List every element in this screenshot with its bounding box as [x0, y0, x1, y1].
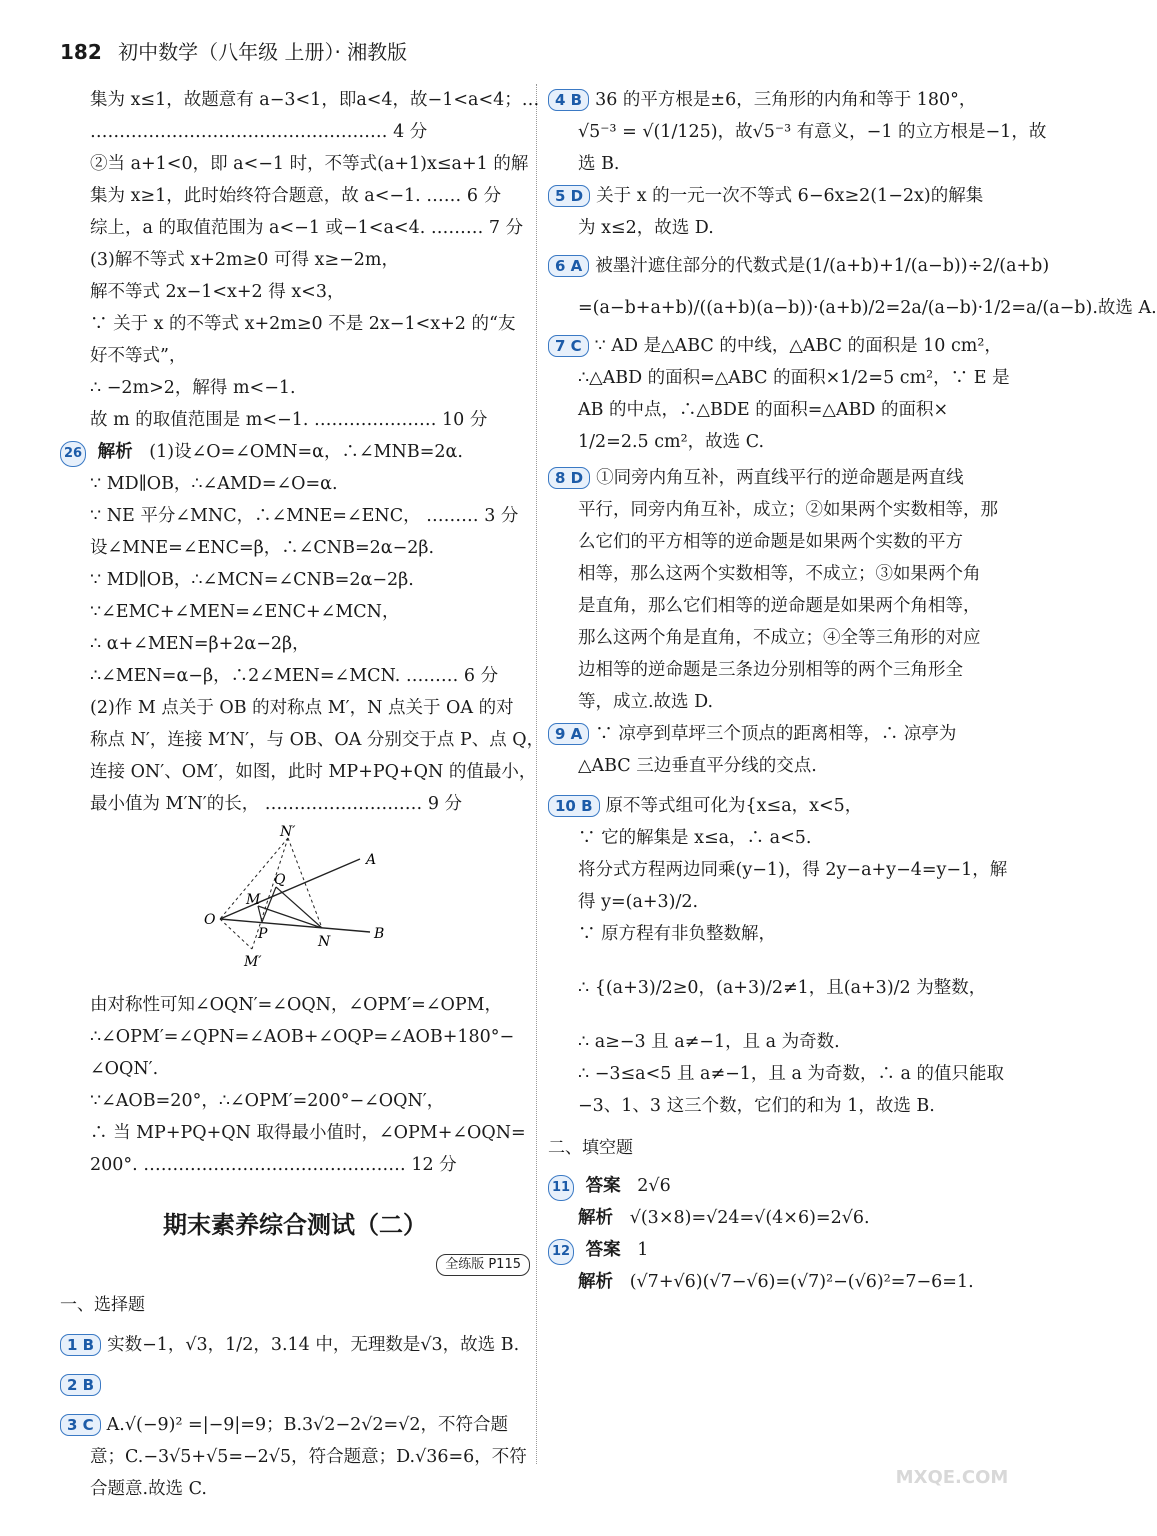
- q11-analysis-row: [548, 1202, 1018, 1234]
- section-heading: 一、选择题: [60, 1295, 145, 1315]
- text-line: ∠OQN′.: [90, 1059, 159, 1079]
- q1-row: [60, 1329, 530, 1361]
- question-number-badge: 8 D: [548, 467, 590, 489]
- question-number-badge: 4 B: [548, 89, 589, 111]
- text-line: ∴ 当 MP+PQ+QN 取得最小值时，∠OPM+∠OQN=: [90, 1123, 526, 1143]
- segment-mp: [258, 906, 262, 922]
- text-line: 为 x≤2，故选 D.: [578, 218, 714, 238]
- q12-analysis-row: [548, 1266, 1018, 1298]
- text-line: 最小值为 M′N′的长， ……………………… 9 分: [90, 794, 463, 814]
- label-o: O: [204, 912, 216, 928]
- q7-row: [548, 330, 1018, 362]
- section-heading: 二、填空题: [548, 1138, 633, 1158]
- question-number-badge: 9 A: [548, 723, 589, 745]
- segment-pq: [262, 887, 276, 922]
- text-line: 选 B.: [578, 154, 620, 174]
- question-number-badge: 6 A: [548, 255, 589, 277]
- text-line: 合题意.故选 C.: [90, 1479, 207, 1499]
- label-p: P: [258, 926, 268, 942]
- text-line: …………………………………………… 4 分: [90, 122, 428, 142]
- text-line: ∵ AD 是△ABC 的中线，△ABC 的面积是 10 cm²，: [594, 336, 1002, 356]
- text-line: =(a−b+a+b)/((a+b)(a−b))·(a+b)/2=2a/(a−b)·1/2=a/(a−b).故选 A.: [578, 298, 1157, 318]
- text-line: ∴ α+∠MEN=β+2α−2β，: [90, 634, 310, 654]
- answer-label: 答案: [585, 1176, 621, 1196]
- q9-row: [548, 718, 1018, 750]
- text-line: 平行，同旁内角互补，成立；②如果两个实数相等，那: [578, 500, 998, 520]
- text-line: 将分式方程两边同乘(y−1)，得 2y−a+y−4=y−1，解: [578, 860, 1008, 880]
- question-number-badge: 7 C: [548, 335, 589, 357]
- label-a: A: [366, 852, 377, 868]
- text-line: 意；C.−3√5+√5=−2√5，符合题意；D.√36=6，不符: [90, 1447, 527, 1467]
- watermark-logo: [877, 1466, 1027, 1526]
- q6-row: [548, 250, 1050, 282]
- label-m-prime: M′: [244, 954, 262, 970]
- label-n-prime: N′: [280, 824, 296, 840]
- right-column: [548, 84, 1157, 1298]
- watermark-text: MXQE.COM: [895, 1467, 1009, 1488]
- text-line: ∴ a≥−3 且 a≠−1，且 a 为奇数.: [578, 1032, 840, 1052]
- text-line: 等，成立.故选 D.: [578, 692, 714, 712]
- text-line: (1)设∠O=∠OMN=α，∴∠MNB=2α.: [149, 442, 463, 462]
- text-line: 设∠MNE=∠ENC=β，∴∠CNB=2α−2β.: [90, 538, 435, 558]
- text-line: ∴∠OPM′=∠QPN=∠AOB+∠OQP=∠AOB+180°−: [90, 1027, 515, 1047]
- segment-n1n: [288, 838, 322, 928]
- question-number-badge: 11: [548, 1175, 574, 1201]
- text-line: 36 的平方根是±6，三角形的内角和等于 180°，: [595, 90, 977, 110]
- text-line: 由对称性可知∠OQN′=∠OQN，∠OPM′=∠OPM，: [90, 995, 503, 1015]
- question-number-badge: 26: [60, 441, 86, 467]
- text-line: 200°. ……………………………………… 12 分: [90, 1155, 457, 1175]
- answer-value: 1: [637, 1240, 649, 1260]
- analysis-label: 解析: [578, 1208, 613, 1228]
- text-line: ∵ MD∥OB，∴∠MCN=∠CNB=2α−2β.: [90, 570, 414, 590]
- text-line: 解不等式 2x−1<x+2 得 x<3，: [90, 282, 345, 302]
- text-line: 相等，那么这两个实数相等，不成立；③如果两个角: [578, 564, 981, 584]
- text-line: ∴ −3≤a<5 且 a≠−1，且 a 为奇数，∴ a 的值只能取: [578, 1064, 1005, 1084]
- text-line: ∵ 凉亭到草坪三个顶点的距离相等，∴ 凉亭为: [595, 724, 957, 744]
- q8-row: [548, 462, 1018, 494]
- text-line: 综上，a 的取值范围为 a<−1 或−1<a<4. ……… 7 分: [90, 218, 524, 238]
- geometry-figure: [200, 824, 410, 974]
- label-q: Q: [274, 872, 286, 888]
- text-line: ∵ MD∥OB，∴∠AMD=∠O=α.: [90, 474, 338, 494]
- text-line: ∵ NE 平分∠MNC，∴∠MNE=∠ENC， ……… 3 分: [90, 506, 519, 526]
- text-line: 连接 ON′、OM′，如图，此时 MP+PQ+QN 的值最小，: [90, 762, 537, 782]
- text-line: (3)解不等式 x+2m≥0 可得 x≥−2m，: [90, 250, 399, 270]
- question-number-badge: 5 D: [548, 185, 590, 207]
- q26-heading: [60, 436, 530, 468]
- q11-answer-row: [548, 1170, 1018, 1202]
- text-line: 关于 x 的一元一次不等式 6−6x≥2(1−2x)的解集: [596, 186, 984, 206]
- analysis-label: 解析: [578, 1272, 613, 1292]
- text-line: ∵∠EMC+∠MEN=∠ENC+∠MCN，: [90, 602, 400, 622]
- question-number-badge: 1 B: [60, 1334, 101, 1356]
- page-number: 182: [60, 40, 102, 64]
- text-line: 称点 N′，连接 M′N′，与 OB、OA 分别交于点 P、点 Q，: [90, 730, 545, 750]
- label-m: M: [246, 892, 261, 908]
- text-line: 那么这两个角是直角，不成立；④全等三角形的对应: [578, 628, 981, 648]
- text-line: ∴∠MEN=α−β，∴2∠MEN=∠MCN. ……… 6 分: [90, 666, 499, 686]
- text-line: 集为 x≤1，故题意有 a−3<1，即a<4，故−1<a<4；…: [90, 90, 540, 110]
- text-line: ∵ 关于 x 的不等式 x+2m≥0 不是 2x−1<x+2 的“友: [90, 314, 516, 334]
- text-line: 么它们的平方相等的逆命题是如果两个实数的平方: [578, 532, 963, 552]
- segment-qn: [276, 887, 322, 928]
- text-line: ②当 a+1<0，即 a<−1 时，不等式(a+1)x≤a+1 的解: [90, 154, 529, 174]
- text-line: ①同旁内角互补，两直线平行的逆命题是两直线: [596, 468, 964, 488]
- text-line: 好不等式”，: [90, 346, 187, 366]
- question-number-badge: 10 B: [548, 795, 600, 817]
- q5-row: [548, 180, 1018, 212]
- text-line: ∴ −2m>2，解得 m<−1.: [90, 378, 296, 398]
- text-line: ∴ {(a+3)/2≥0，(a+3)/2≠1，且(a+3)/2 为整数，: [578, 978, 987, 998]
- text-line: 集为 x≥1，此时始终符合题意，故 a<−1. …… 6 分: [90, 186, 502, 206]
- text-line: √5⁻³ = √(1/125)，故√5⁻³ 有意义，−1 的立方根是−1，故: [578, 122, 1047, 142]
- text-line: 是直角，那么它们相等的逆命题是如果两个角相等，: [578, 596, 981, 616]
- question-number-badge: 3 C: [60, 1414, 101, 1436]
- text-line: 1/2=2.5 cm²，故选 C.: [578, 432, 765, 452]
- reference-tag-text: 全练版 P115: [436, 1254, 530, 1276]
- text-line: (2)作 M 点关于 OB 的对称点 M′，N 点关于 OA 的对: [90, 698, 514, 718]
- left-column: [60, 84, 545, 1505]
- label-b: B: [374, 926, 385, 942]
- book-title: 初中数学（八年级 上册）· 湘教版: [118, 40, 408, 64]
- text-line: 边相等的逆命题是三条边分别相等的两个三角形全: [578, 660, 963, 680]
- page-header: [60, 36, 407, 65]
- text-line: −3、1、3 这三个数，它们的和为 1，故选 B.: [578, 1096, 935, 1116]
- reference-tag: [60, 1247, 530, 1279]
- answer-label: 答案: [585, 1240, 621, 1260]
- ray-ob: [220, 919, 370, 932]
- text-line: ∵∠AOB=20°，∴∠OPM′=200°−∠OQN′，: [90, 1091, 445, 1111]
- analysis-label: 解析: [97, 442, 133, 462]
- section-title: 期末素养综合测试（二）: [163, 1211, 427, 1239]
- text-line: ∴△ABD 的面积=△ABC 的面积×1/2=5 cm²，∵ E 是: [578, 368, 1010, 388]
- q2-row: [60, 1369, 530, 1401]
- label-n: N: [318, 934, 331, 950]
- q3-row: [60, 1409, 530, 1441]
- question-number-badge: 2 B: [60, 1374, 101, 1396]
- text-line: ∵ 原方程有非负整数解，: [578, 924, 777, 944]
- q10-row: [548, 790, 1018, 822]
- text-line: 故 m 的取值范围是 m<−1. ………………… 10 分: [90, 410, 488, 430]
- text-line: △ABC 三边垂直平分线的交点.: [578, 756, 817, 776]
- text-line: 原不等式组可化为{x≤a，x<5，: [605, 796, 863, 816]
- text-line: √(3×8)=√24=√(4×6)=2√6.: [629, 1208, 870, 1228]
- text-line: (√7+√6)(√7−√6)=(√7)²−(√6)²=7−6=1.: [629, 1272, 974, 1292]
- text-line: 被墨汁遮住部分的代数式是(1/(a+b)+1/(a−b))÷2/(a+b): [595, 256, 1050, 276]
- q12-answer-row: [548, 1234, 1018, 1266]
- question-number-badge: 12: [548, 1239, 574, 1265]
- text-line: ∵ 它的解集是 x≤a，∴ a<5.: [578, 828, 812, 848]
- q4-row: [548, 84, 1018, 116]
- segment-om1: [220, 919, 252, 949]
- text-line: 实数−1，√3，1/2，3.14 中，无理数是√3，故选 B.: [107, 1335, 520, 1355]
- text-line: AB 的中点，∴△BDE 的面积=△ABD 的面积×: [578, 400, 949, 420]
- ray-oa: [220, 859, 360, 919]
- answer-value: 2√6: [637, 1176, 671, 1196]
- text-line: 得 y=(a+3)/2.: [578, 892, 699, 912]
- text-line: A.√(−9)² =|−9|=9；B.3√2−2√2=√2，不符合题: [106, 1415, 508, 1435]
